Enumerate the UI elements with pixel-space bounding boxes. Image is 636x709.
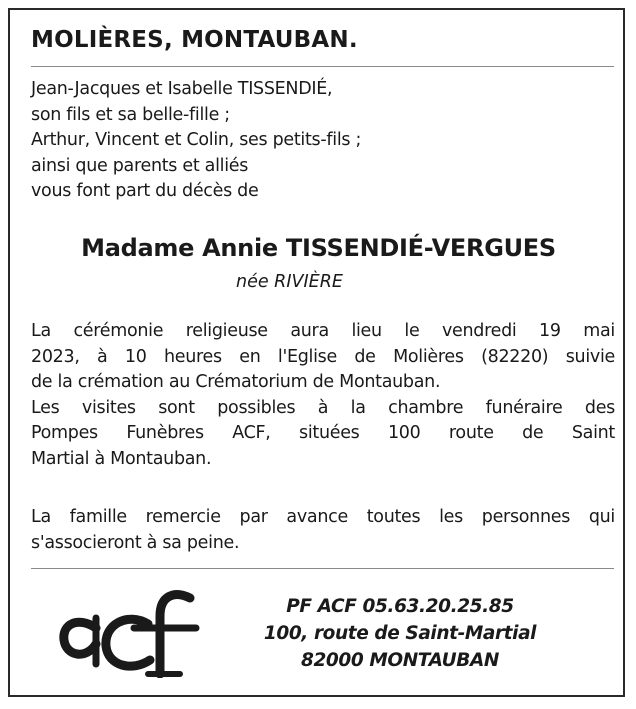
ceremony-line: de la crémation au Crématorium de Montauban. bbox=[31, 372, 441, 392]
family-line: Jean-Jacques et Isabelle TISSENDIÉ, bbox=[31, 79, 333, 99]
family-line: vous font part du décès de bbox=[31, 181, 259, 201]
ceremony-details bbox=[31, 319, 615, 472]
funeral-home-phone: PF ACF 05.63.20.25.85 bbox=[286, 596, 514, 617]
ceremony-line: Martial à Montauban. bbox=[31, 448, 212, 469]
thanks-line: s'associeront à sa peine. bbox=[31, 532, 240, 553]
location-header: MOLIÈRES, MONTAUBAN. bbox=[31, 27, 358, 53]
funeral-home-city: 82000 MONTAUBAN bbox=[300, 650, 499, 671]
bottom-divider bbox=[31, 568, 614, 569]
ceremony-line: 2023, à 10 heures en l'Eglise de Molières (82220) suivie bbox=[31, 346, 615, 367]
family-line: Arthur, Vincent et Colin, ses petits-fils ; bbox=[31, 130, 362, 150]
family-announcement bbox=[31, 77, 361, 205]
family-line: ainsi que parents et alliés bbox=[31, 155, 249, 176]
top-divider bbox=[31, 66, 614, 67]
family-line: son fils et sa belle-fille ; bbox=[31, 104, 230, 125]
funeral-home-address: 100, route de Saint-Martial bbox=[263, 623, 537, 644]
ceremony-line: La cérémonie religieuse aura lieu le vendredi 19 mai bbox=[31, 321, 615, 341]
ceremony-line: Pompes Funèbres ACF, situées 100 route de Saint bbox=[31, 423, 615, 443]
family-thanks bbox=[31, 505, 615, 556]
acf-logo bbox=[56, 588, 206, 678]
maiden-name: née RIVIÈRE bbox=[236, 272, 343, 292]
thanks-line: La famille remercie par avance toutes les personnes qui bbox=[31, 507, 615, 527]
obituary-notice bbox=[8, 8, 625, 697]
funeral-home-contact bbox=[250, 593, 550, 674]
deceased-name: Madame Annie TISSENDIÉ-VERGUES bbox=[81, 234, 556, 262]
ceremony-line: Les visites sont possibles à la chambre funéraire des bbox=[31, 397, 615, 418]
